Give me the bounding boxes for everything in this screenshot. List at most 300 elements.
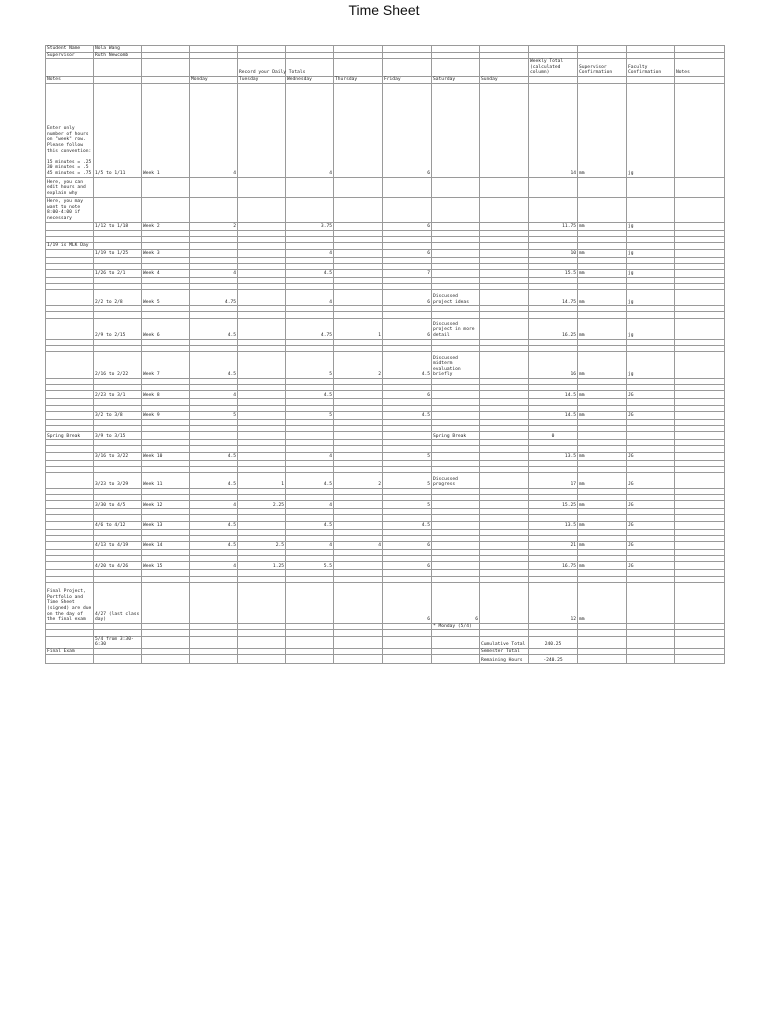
supervisor-initials: mm (578, 472, 627, 488)
supervisor-initials: mm (578, 318, 627, 339)
table-cell (94, 648, 142, 655)
table-cell (334, 432, 383, 440)
friday-header: Friday (383, 76, 432, 83)
monday-hours: 4 (190, 391, 238, 399)
table-cell (142, 655, 190, 664)
friday-hours: 5 (383, 501, 432, 509)
table-cell (675, 352, 725, 379)
faculty-initials: jg (627, 318, 675, 339)
week-range: 1/26 to 2/1 (94, 269, 142, 277)
wednesday-hours: 4.5 (286, 472, 334, 488)
table-cell (190, 432, 238, 440)
supervisor-initials: mm (578, 582, 627, 623)
table-cell (46, 521, 94, 529)
table-cell (578, 52, 627, 59)
table-cell (286, 636, 334, 648)
table-cell (46, 352, 94, 379)
week-row (46, 290, 725, 306)
student-row (46, 46, 725, 53)
faculty-initials: jg (627, 83, 675, 177)
saturday-header: Saturday (432, 76, 480, 83)
table-cell (238, 432, 286, 440)
page-title: Time Sheet (348, 2, 420, 18)
weekly-total: 13.5 (529, 452, 578, 460)
table-cell (480, 582, 529, 623)
week-label: Week 15 (142, 562, 190, 570)
friday-hours: 5 (383, 472, 432, 488)
tuesday-hours (238, 318, 286, 339)
table-cell (334, 197, 383, 222)
table-cell (675, 269, 725, 277)
table-cell (675, 623, 725, 630)
table-cell (675, 472, 725, 488)
friday-hours: 6 (383, 542, 432, 550)
weekly-total: 21 (529, 542, 578, 550)
table-cell (334, 623, 383, 630)
table-cell (578, 648, 627, 655)
table-cell (627, 582, 675, 623)
thursday-hours (334, 249, 383, 257)
table-cell (286, 648, 334, 655)
week-row (46, 391, 725, 399)
thursday-hours (334, 521, 383, 529)
saturday-note (432, 83, 480, 177)
table-cell (46, 636, 94, 648)
table-cell (46, 269, 94, 277)
saturday-note (432, 269, 480, 277)
table-cell (383, 197, 432, 222)
table-cell (190, 242, 238, 249)
week-range: 4/20 to 4/26 (94, 562, 142, 570)
exam-time: 5/4 from 3:30-6:30 (94, 636, 142, 648)
wednesday-hours: 4 (286, 542, 334, 550)
thursday-header: Thursday (334, 76, 383, 83)
saturday-note (432, 562, 480, 570)
table-cell (432, 242, 480, 249)
wednesday-hours: 3.75 (286, 222, 334, 230)
week-row (46, 501, 725, 509)
weekly-total: 16.75 (529, 562, 578, 570)
saturday-note (432, 391, 480, 399)
table-cell (480, 411, 529, 419)
student-name-value: Nola Wang (94, 46, 142, 53)
faculty-initials: JG (627, 501, 675, 509)
thursday-hours (334, 501, 383, 509)
table-cell (94, 76, 142, 83)
table-cell (627, 242, 675, 249)
saturday-note: Discussed progress (432, 472, 480, 488)
table-cell (190, 582, 238, 623)
table-cell (578, 636, 627, 648)
friday-hours: 6 (383, 562, 432, 570)
wednesday-hours: 4.75 (286, 318, 334, 339)
table-cell (190, 46, 238, 53)
table-cell (480, 269, 529, 277)
table-cell (675, 197, 725, 222)
faculty-initials: JG (627, 411, 675, 419)
notes-left-header: Notes (46, 76, 94, 83)
table-cell (675, 411, 725, 419)
week-label: Week 13 (142, 521, 190, 529)
weekly-total: 12 (529, 582, 578, 623)
supervisor-initials: mm (578, 249, 627, 257)
week-row (46, 318, 725, 339)
supervisor-initials: mm (578, 562, 627, 570)
week-label: Week 3 (142, 249, 190, 257)
week-row (46, 472, 725, 488)
week-range: 1/19 to 1/25 (94, 249, 142, 257)
monday-hours: 4 (190, 83, 238, 177)
thursday-hours (334, 452, 383, 460)
week-row (46, 222, 725, 230)
supervisor-row (46, 52, 725, 59)
table-cell (480, 521, 529, 529)
supervisor-initials: mm (578, 501, 627, 509)
supervisor-value: Ruth Newcomb (94, 52, 142, 59)
week-range: 3/2 to 3/8 (94, 411, 142, 419)
column-header-row (46, 59, 725, 77)
spring-break-label: Spring Break (46, 432, 94, 440)
supervisor-confirmation-header: Supervisor Confirmation (578, 59, 627, 77)
week-row (46, 542, 725, 550)
tuesday-hours: 2.5 (238, 542, 286, 550)
friday-hours: 6 (383, 222, 432, 230)
table-cell (383, 242, 432, 249)
saturday-note (432, 521, 480, 529)
faculty-initials: JG (627, 562, 675, 570)
thursday-hours: 1 (334, 318, 383, 339)
table-cell (286, 432, 334, 440)
table-cell (383, 177, 432, 197)
monday-hours: 4 (190, 501, 238, 509)
mlk-day-note: 1/19 is MLK Day (46, 242, 94, 249)
table-cell (432, 46, 480, 53)
table-cell (334, 46, 383, 53)
table-cell (675, 46, 725, 53)
table-cell (480, 318, 529, 339)
table-cell (286, 242, 334, 249)
table-cell (675, 452, 725, 460)
faculty-initials: jg (627, 249, 675, 257)
monday-hours (190, 249, 238, 257)
table-cell (675, 501, 725, 509)
table-cell (627, 636, 675, 648)
table-cell (578, 46, 627, 53)
table-cell (529, 76, 578, 83)
table-cell (94, 197, 142, 222)
table-cell (94, 177, 142, 197)
table-cell (46, 542, 94, 550)
table-cell (94, 242, 142, 249)
tuesday-hours (238, 521, 286, 529)
table-cell (578, 432, 627, 440)
table-cell (675, 242, 725, 249)
friday-hours: 5 (383, 452, 432, 460)
week-row (46, 562, 725, 570)
table-cell (190, 655, 238, 664)
table-cell (675, 391, 725, 399)
faculty-initials: jg (627, 352, 675, 379)
monday-hours: 2 (190, 222, 238, 230)
weekly-total: 16 (529, 352, 578, 379)
saturday-note: Discussed project in more detail (432, 318, 480, 339)
note-row (46, 197, 725, 222)
saturday-note (432, 542, 480, 550)
table-cell (675, 52, 725, 59)
final-row (46, 582, 725, 623)
table-cell (480, 623, 529, 630)
table-cell (578, 76, 627, 83)
table-cell (334, 655, 383, 664)
week-range: 3/23 to 3/29 (94, 472, 142, 488)
table-cell (94, 623, 142, 630)
week-row (46, 352, 725, 379)
faculty-initials: JG (627, 542, 675, 550)
table-cell (432, 648, 480, 655)
table-cell (627, 177, 675, 197)
table-cell (383, 636, 432, 648)
table-cell (480, 222, 529, 230)
table-cell (578, 623, 627, 630)
time-range-note: Here, you may want to note 8:00-4:00 if necessary (46, 197, 94, 222)
table-cell (238, 177, 286, 197)
table-cell (190, 636, 238, 648)
week-row (46, 269, 725, 277)
table-cell (480, 352, 529, 379)
supervisor-initials: mm (578, 411, 627, 419)
week-label: Week 6 (142, 318, 190, 339)
table-cell (190, 623, 238, 630)
wednesday-hours: 4.5 (286, 391, 334, 399)
table-cell (480, 46, 529, 53)
table-cell (286, 52, 334, 59)
saturday-note (432, 411, 480, 419)
friday-hours: 6 (383, 391, 432, 399)
table-cell (334, 636, 383, 648)
table-cell (480, 542, 529, 550)
table-cell (675, 562, 725, 570)
table-cell (142, 59, 190, 77)
faculty-confirmation-header: Faculty Confirmation (627, 59, 675, 77)
table-cell (383, 59, 432, 77)
thursday-hours: 4 (334, 542, 383, 550)
supervisor-initials: mm (578, 521, 627, 529)
table-cell (480, 177, 529, 197)
weekly-total: 17 (529, 472, 578, 488)
tuesday-hours: 1.25 (238, 562, 286, 570)
tuesday-hours (238, 249, 286, 257)
faculty-initials: JG (627, 472, 675, 488)
table-cell (432, 177, 480, 197)
table-cell (238, 197, 286, 222)
faculty-initials: JG (627, 521, 675, 529)
note-row (46, 242, 725, 249)
sunday-header: Sunday (480, 76, 529, 83)
table-cell (142, 177, 190, 197)
week-range: 2/2 to 2/8 (94, 290, 142, 306)
table-cell (46, 452, 94, 460)
thursday-hours (334, 269, 383, 277)
table-cell (142, 46, 190, 53)
table-cell (46, 318, 94, 339)
thursday-hours (334, 222, 383, 230)
friday-hours: 6 (383, 83, 432, 177)
supervisor-initials: mm (578, 290, 627, 306)
week-label: Week 10 (142, 452, 190, 460)
table-cell (627, 648, 675, 655)
table-cell (190, 648, 238, 655)
table-cell (190, 59, 238, 77)
table-cell (142, 648, 190, 655)
instructions-note: Enter only number of hours on "week" row. Please follow this convention: 15 minutes = .25 30 minutes = .5 45 minutes = .75 (46, 83, 94, 177)
table-cell (432, 655, 480, 664)
table-cell (238, 52, 286, 59)
tuesday-hours (238, 269, 286, 277)
table-cell (480, 83, 529, 177)
table-cell (432, 636, 480, 648)
table-cell (675, 222, 725, 230)
remaining-hours-value: -240.25 (529, 655, 578, 664)
table-cell (675, 582, 725, 623)
table-cell (627, 76, 675, 83)
weekly-total: 16.25 (529, 318, 578, 339)
table-cell (238, 636, 286, 648)
table-cell (529, 177, 578, 197)
table-cell (480, 59, 529, 77)
table-cell (46, 249, 94, 257)
table-cell (529, 242, 578, 249)
table-cell (46, 290, 94, 306)
table-cell (190, 177, 238, 197)
table-cell (238, 582, 286, 623)
supervisor-initials: mm (578, 83, 627, 177)
tuesday-hours (238, 352, 286, 379)
table-cell (383, 655, 432, 664)
table-cell (675, 249, 725, 257)
week-range: 1/12 to 1/18 (94, 222, 142, 230)
semester-total-label: Semester Total (480, 648, 529, 655)
table-cell (190, 197, 238, 222)
saturday-hours: 6 (432, 582, 480, 623)
week-label: Week 2 (142, 222, 190, 230)
week-label: Week 5 (142, 290, 190, 306)
weekly-total: 14.5 (529, 391, 578, 399)
faculty-initials: jg (627, 269, 675, 277)
weekly-total: 11.75 (529, 222, 578, 230)
wednesday-hours: 5 (286, 411, 334, 419)
faculty-initials: jg (627, 290, 675, 306)
final-exam-label: Final Exam (46, 648, 94, 655)
table-cell (480, 249, 529, 257)
wednesday-hours: 4 (286, 290, 334, 306)
table-cell (142, 197, 190, 222)
week-range: 4/13 to 4/19 (94, 542, 142, 550)
table-cell (480, 391, 529, 399)
table-cell (627, 432, 675, 440)
week-label: Week 11 (142, 472, 190, 488)
table-cell (142, 242, 190, 249)
spring-break-note: Spring Break (432, 432, 480, 440)
faculty-initials: JG (627, 452, 675, 460)
table-cell (142, 76, 190, 83)
notes-header: Notes (675, 59, 725, 77)
table-cell (286, 623, 334, 630)
table-cell (46, 655, 94, 664)
note-row (46, 623, 725, 630)
table-cell (627, 46, 675, 53)
thursday-hours (334, 290, 383, 306)
table-cell (190, 52, 238, 59)
week-label: Week 8 (142, 391, 190, 399)
table-cell (334, 177, 383, 197)
monday-hours: 4.5 (190, 542, 238, 550)
week-row (46, 452, 725, 460)
table-cell (432, 197, 480, 222)
week-label: Week 9 (142, 411, 190, 419)
wednesday-hours: 4.5 (286, 269, 334, 277)
weekly-total: 15.25 (529, 501, 578, 509)
table-cell (529, 197, 578, 222)
saturday-note (432, 222, 480, 230)
friday-hours: 4.5 (383, 411, 432, 419)
saturday-note (432, 452, 480, 460)
table-cell (480, 501, 529, 509)
wednesday-hours: 4 (286, 452, 334, 460)
final-project-note: Final Project, Portfolio and Time Sheet (signed) are due on the day of the final exam (46, 582, 94, 623)
table-cell (46, 59, 94, 77)
table-cell (675, 648, 725, 655)
table-cell (142, 623, 190, 630)
weekly-total: 14.5 (529, 411, 578, 419)
table-cell (46, 472, 94, 488)
week-row (46, 249, 725, 257)
table-cell (286, 582, 334, 623)
table-cell (142, 636, 190, 648)
wednesday-hours: 4.5 (286, 521, 334, 529)
table-cell (675, 655, 725, 664)
faculty-initials: JG (627, 391, 675, 399)
table-cell (334, 242, 383, 249)
cumulative-total-label: Cumulative Total (480, 636, 529, 648)
table-cell (627, 623, 675, 630)
week-range: 2/16 to 2/22 (94, 352, 142, 379)
table-cell (480, 242, 529, 249)
table-cell (529, 623, 578, 630)
week-range: 3/9 to 3/15 (94, 432, 142, 440)
table-cell (529, 46, 578, 53)
monday-hours: 4.5 (190, 472, 238, 488)
table-cell (238, 46, 286, 53)
table-cell (334, 582, 383, 623)
weekly-total: 10 (529, 249, 578, 257)
supervisor-initials: mm (578, 391, 627, 399)
wednesday-header: Wednesday (286, 76, 334, 83)
wednesday-hours: 4 (286, 249, 334, 257)
monday-hours: 4.5 (190, 521, 238, 529)
table-cell (142, 432, 190, 440)
week-range: 2/9 to 2/15 (94, 318, 142, 339)
table-cell (480, 290, 529, 306)
table-cell (286, 655, 334, 664)
table-cell (480, 472, 529, 488)
table-cell (627, 197, 675, 222)
tuesday-hours: 2.25 (238, 501, 286, 509)
friday-hours: 7 (383, 269, 432, 277)
table-cell (578, 197, 627, 222)
table-cell (627, 655, 675, 664)
week-row (46, 411, 725, 419)
table-cell (675, 432, 725, 440)
